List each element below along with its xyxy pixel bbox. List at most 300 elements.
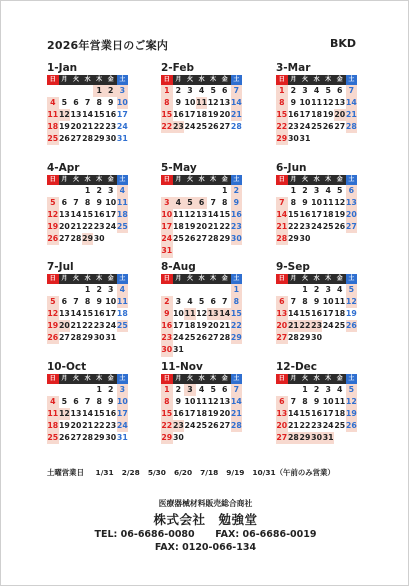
- day-cell: 19: [47, 221, 59, 233]
- day-cell: 3: [302, 86, 308, 95]
- day-cell: 12: [334, 198, 346, 208]
- day-cell: 28: [288, 432, 300, 444]
- day-cell: 24: [311, 222, 322, 232]
- weekday-header: 日: [161, 374, 173, 384]
- weekday-header: 水: [196, 274, 208, 284]
- day-cell: 27: [70, 433, 82, 443]
- saturday-dates: [87, 468, 335, 477]
- day-cell: 19: [58, 421, 70, 431]
- day-cell: 4: [173, 197, 185, 209]
- day-cell: 13: [58, 210, 70, 220]
- day-cell: 13: [346, 197, 358, 209]
- weekday-header: 水: [311, 75, 323, 85]
- day-cell: 17: [161, 221, 173, 233]
- day-cell: 7: [222, 297, 228, 307]
- weekday-header: 日: [47, 75, 59, 85]
- fax-number: 06-6686-0019: [242, 529, 317, 540]
- day-cell: 16: [93, 210, 105, 220]
- day-cell: 22: [276, 121, 288, 133]
- day-cell: 4: [117, 284, 129, 296]
- saturday-label: 土曜営業日: [47, 468, 84, 477]
- day-cell: 3: [108, 285, 114, 294]
- day-grid: [276, 274, 368, 344]
- month-4-apr: [47, 161, 139, 245]
- day-cell: 15: [299, 409, 311, 419]
- empty-cell: [219, 284, 231, 296]
- day-cell: 2: [302, 186, 308, 195]
- day-cell: 25: [117, 221, 129, 233]
- day-cell: 4: [313, 86, 320, 95]
- day-cell: 2: [96, 186, 102, 195]
- weekday-header: 金: [219, 175, 231, 185]
- company-tagline: 医療器械材料販売総合商社: [158, 499, 253, 508]
- empty-cell: [184, 284, 196, 296]
- day-cell: 22: [231, 320, 243, 332]
- empty-cell: [59, 284, 71, 296]
- day-cell: 23: [311, 320, 323, 332]
- empty-cell: [161, 284, 173, 296]
- day-cell: 4: [198, 86, 205, 95]
- day-cell: 7: [73, 198, 79, 208]
- weekday-header: 金: [105, 75, 117, 85]
- day-cell: 17: [105, 309, 117, 319]
- day-cell: 7: [84, 98, 91, 108]
- day-cell: 10: [105, 198, 117, 208]
- empty-cell: [59, 384, 71, 396]
- weekday-header: 火: [184, 374, 196, 384]
- empty-cell: [59, 85, 71, 97]
- day-cell: 2: [290, 86, 297, 95]
- day-cell: 18: [334, 309, 346, 319]
- tel-number: 06-6686-0080: [120, 529, 195, 540]
- empty-cell: [82, 384, 94, 396]
- day-cell: 7: [276, 197, 288, 209]
- day-cell: 24: [105, 321, 117, 331]
- day-cell: 26: [322, 122, 334, 132]
- day-cell: 6: [337, 86, 343, 95]
- day-cell: 29: [276, 133, 288, 145]
- day-grid: [161, 274, 253, 357]
- day-cell: 12: [184, 210, 196, 220]
- company-code: BKD: [330, 37, 357, 50]
- weekday-header: 月: [173, 374, 185, 384]
- day-grid: [47, 374, 139, 444]
- day-cell: 22: [93, 122, 105, 132]
- day-cell: 25: [334, 421, 346, 431]
- day-cell: 5: [198, 297, 205, 307]
- day-cell: 4: [117, 185, 129, 197]
- day-cell: 23: [105, 421, 117, 431]
- empty-cell: [47, 185, 59, 197]
- day-cell: 21: [219, 321, 231, 331]
- day-cell: 15: [276, 109, 288, 121]
- day-cell: 2: [231, 185, 243, 197]
- day-cell: 7: [84, 397, 91, 407]
- day-cell: 21: [70, 222, 82, 232]
- day-cell: 16: [231, 209, 243, 221]
- day-cell: 8: [302, 397, 308, 407]
- weekday-header: 木: [207, 75, 219, 85]
- day-cell: 16: [161, 320, 173, 332]
- day-cell: 2: [161, 296, 173, 308]
- empty-cell: [173, 284, 185, 296]
- saturday-business-days: [47, 467, 335, 478]
- day-cell: 8: [276, 97, 288, 109]
- day-cell: 25: [322, 222, 334, 232]
- day-cell: 6: [276, 396, 288, 408]
- weekday-header: 金: [334, 274, 346, 284]
- day-cell: 15: [299, 309, 311, 319]
- day-cell: 11: [196, 397, 207, 407]
- day-cell: 14: [70, 309, 82, 319]
- weekday-header: 月: [288, 75, 300, 85]
- day-cell: 14: [287, 309, 299, 319]
- day-cell: 15: [161, 109, 173, 121]
- weekday-header: 水: [82, 175, 94, 185]
- day-cell: 23: [173, 420, 185, 432]
- day-cell: 4: [47, 396, 59, 408]
- day-cell: 1: [276, 85, 288, 97]
- weekday-header: 月: [173, 75, 185, 85]
- empty-cell: [70, 185, 82, 197]
- day-cell: 13: [196, 210, 207, 220]
- day-cell: 1: [84, 186, 91, 195]
- day-cell: 18: [47, 121, 59, 133]
- day-cell: 15: [82, 210, 93, 220]
- day-cell: 12: [346, 296, 358, 308]
- weekday-header: 火: [299, 374, 311, 384]
- day-cell: 25: [334, 321, 346, 331]
- day-cell: 8: [161, 97, 173, 109]
- day-grid: [161, 175, 253, 258]
- day-cell: 1: [93, 85, 105, 97]
- day-cell: 29: [93, 134, 105, 144]
- weekday-header: 土: [117, 75, 129, 85]
- day-cell: 11: [334, 297, 346, 307]
- empty-cell: [47, 384, 59, 396]
- day-cell: 20: [59, 320, 71, 332]
- day-cell: 3: [187, 86, 193, 95]
- day-cell: 1: [290, 186, 297, 195]
- weekday-header: 水: [82, 75, 94, 85]
- day-cell: 26: [47, 332, 59, 344]
- day-cell: 15: [93, 110, 105, 120]
- weekday-header: 土: [346, 75, 358, 85]
- day-cell: 10: [184, 397, 196, 407]
- day-cell: 24: [184, 421, 196, 431]
- day-cell: 26: [207, 421, 219, 431]
- weekday-header: 金: [105, 274, 117, 284]
- day-cell: 9: [302, 198, 308, 208]
- day-cell: 28: [70, 333, 82, 343]
- day-cell: 16: [172, 110, 184, 120]
- day-cell: 26: [47, 233, 59, 245]
- day-cell: 15: [82, 309, 93, 319]
- weekday-header: 月: [173, 175, 185, 185]
- month-7-jul: [47, 260, 139, 344]
- month-name: 8-Aug: [161, 261, 196, 273]
- weekday-header: 月: [173, 274, 185, 284]
- day-cell: 8: [84, 198, 91, 208]
- day-cell: 14: [276, 209, 288, 221]
- day-cell: 14: [346, 97, 358, 109]
- day-cell: 13: [219, 98, 231, 108]
- day-cell: 8: [231, 296, 243, 308]
- day-cell: 25: [47, 432, 59, 444]
- day-cell: 31: [299, 134, 311, 144]
- day-cell: 22: [299, 320, 311, 332]
- day-cell: 3: [184, 384, 196, 396]
- day-cell: 26: [346, 320, 358, 332]
- weekday-header: 火: [70, 75, 82, 85]
- weekday-header: 月: [59, 274, 71, 284]
- month-name: 11-Nov: [161, 361, 203, 373]
- day-cell: 20: [276, 320, 288, 332]
- day-cell: 23: [93, 222, 105, 232]
- day-cell: 25: [196, 122, 207, 132]
- day-cell: 30: [93, 333, 105, 343]
- day-cell: 12: [207, 397, 219, 407]
- weekday-header: 火: [184, 175, 196, 185]
- day-cell: 27: [58, 333, 70, 343]
- day-cell: 11: [184, 308, 196, 320]
- day-cell: 22: [299, 421, 311, 431]
- day-cell: 6: [73, 98, 79, 108]
- day-cell: 18: [117, 209, 129, 221]
- day-cell: 10: [322, 397, 334, 407]
- day-cell: 12: [207, 98, 219, 108]
- day-cell: 26: [58, 134, 70, 144]
- day-cell: 5: [325, 86, 331, 95]
- day-cell: 11: [334, 397, 346, 407]
- day-cell: 6: [61, 198, 68, 208]
- day-cell: 26: [58, 433, 70, 443]
- day-cell: 17: [184, 409, 196, 419]
- day-cell: 23: [231, 221, 243, 233]
- day-cell: 15: [287, 210, 299, 220]
- empty-cell: [196, 185, 208, 197]
- day-cell: 28: [70, 234, 82, 244]
- weekday-header: 木: [93, 274, 105, 284]
- day-cell: 22: [82, 321, 93, 331]
- day-grid: [276, 175, 368, 245]
- day-cell: 8: [96, 397, 102, 407]
- day-cell: 14: [82, 409, 93, 419]
- day-cell: 3: [117, 85, 129, 97]
- day-cell: 1: [222, 186, 228, 195]
- month-3-mar: [276, 61, 368, 145]
- month-12-dec: [276, 360, 368, 444]
- day-cell: 1: [161, 384, 173, 396]
- day-cell: 29: [231, 332, 243, 344]
- day-cell: 13: [276, 408, 288, 420]
- day-cell: 5: [184, 197, 196, 209]
- month-10-oct: [47, 360, 139, 444]
- day-cell: 29: [299, 432, 311, 444]
- day-cell: 17: [184, 110, 196, 120]
- day-cell: 15: [219, 210, 231, 220]
- weekday-header: 水: [196, 75, 208, 85]
- company-name: 株式会社 勉強堂: [153, 512, 258, 527]
- day-cell: 13: [58, 309, 70, 319]
- empty-cell: [82, 85, 94, 97]
- day-cell: 25: [184, 333, 196, 343]
- day-cell: 6: [61, 297, 68, 307]
- day-cell: 2: [105, 85, 117, 97]
- empty-cell: [276, 284, 288, 296]
- day-cell: 14: [231, 396, 243, 408]
- day-cell: 5: [61, 397, 68, 407]
- day-cell: 4: [337, 385, 343, 394]
- month-11-nov: [161, 360, 253, 444]
- day-cell: 23: [105, 122, 117, 132]
- month-9-sep: [276, 260, 368, 344]
- weekday-header: 日: [47, 175, 59, 185]
- weekday-header: 木: [207, 175, 219, 185]
- month-name: 10-Oct: [47, 361, 87, 373]
- day-cell: 6: [222, 385, 228, 394]
- empty-cell: [47, 85, 59, 97]
- month-8-aug: [161, 260, 253, 357]
- weekday-header: 火: [299, 274, 311, 284]
- day-cell: 11: [47, 109, 59, 121]
- day-cell: 13: [276, 308, 288, 320]
- weekday-header: 木: [207, 274, 219, 284]
- day-cell: 2: [108, 385, 114, 394]
- weekday-header: 水: [311, 374, 323, 384]
- weekday-header: 木: [93, 75, 105, 85]
- day-cell: 24: [161, 233, 173, 245]
- day-cell: 7: [210, 198, 216, 208]
- day-cell: 22: [82, 222, 93, 232]
- day-cell: 21: [276, 221, 288, 233]
- day-cell: 14: [287, 409, 299, 419]
- day-cell: 20: [219, 409, 231, 419]
- day-cell: 11: [311, 98, 322, 108]
- day-cell: 10: [172, 309, 184, 319]
- weekday-header: 土: [231, 274, 243, 284]
- day-cell: 19: [346, 408, 358, 420]
- weekday-header: 日: [276, 175, 288, 185]
- day-cell: 5: [337, 186, 343, 195]
- day-cell: 5: [210, 385, 216, 394]
- day-cell: 20: [219, 110, 231, 120]
- day-cell: 19: [196, 321, 207, 331]
- saturday-date: 7/18: [200, 468, 219, 477]
- day-cell: 6: [210, 297, 216, 307]
- day-cell: 8: [96, 98, 102, 108]
- day-cell: 30: [311, 333, 322, 343]
- page-title: 2026年営業日のご案内: [47, 39, 169, 52]
- day-cell: 10: [322, 297, 334, 307]
- day-cell: 4: [47, 97, 59, 109]
- day-cell: 24: [116, 122, 128, 132]
- day-cell: 9: [313, 297, 320, 307]
- day-cell: 25: [117, 320, 129, 332]
- day-cell: 28: [276, 233, 288, 245]
- day-cell: 2: [313, 285, 320, 294]
- empty-cell: [70, 384, 82, 396]
- day-cell: 4: [187, 297, 193, 307]
- day-cell: 21: [82, 421, 93, 431]
- day-cell: 28: [82, 433, 93, 443]
- day-cell: 9: [290, 98, 297, 108]
- day-cell: 20: [70, 122, 82, 132]
- day-cell: 27: [276, 332, 288, 344]
- day-cell: 14: [70, 210, 82, 220]
- month-name: 2-Feb: [161, 62, 195, 74]
- weekday-header: 日: [47, 274, 59, 284]
- day-cell: 24: [184, 122, 196, 132]
- day-cell: 8: [222, 198, 228, 208]
- weekday-header: 水: [82, 374, 94, 384]
- day-cell: 12: [47, 209, 59, 221]
- saturday-date: 10/31（午前のみ営業）: [252, 468, 335, 477]
- day-cell: 25: [311, 122, 322, 132]
- saturday-date: 2/28: [121, 468, 140, 477]
- weekday-header: 金: [105, 374, 117, 384]
- weekday-header: 火: [70, 274, 82, 284]
- empty-cell: [288, 284, 300, 296]
- day-cell: 11: [117, 197, 129, 209]
- day-cell: 3: [108, 186, 114, 195]
- day-cell: 18: [196, 110, 207, 120]
- weekday-header: 日: [276, 374, 288, 384]
- day-cell: 10: [117, 396, 129, 408]
- day-cell: 3: [313, 186, 320, 195]
- day-cell: 1: [302, 385, 308, 394]
- weekday-header: 土: [117, 175, 129, 185]
- day-cell: 11: [322, 198, 334, 208]
- day-cell: 13: [70, 409, 82, 419]
- day-cell: 25: [172, 234, 184, 244]
- day-cell: 12: [322, 98, 334, 108]
- day-cell: 24: [105, 222, 117, 232]
- day-cell: 17: [105, 210, 117, 220]
- day-cell: 6: [346, 185, 358, 197]
- month-name: 5-May: [161, 162, 197, 174]
- day-cell: 21: [287, 421, 299, 431]
- day-cell: 10: [105, 297, 117, 307]
- weekday-header: 金: [334, 75, 346, 85]
- day-cell: 31: [105, 333, 117, 343]
- day-cell: 27: [276, 432, 288, 444]
- weekday-header: 月: [288, 175, 300, 185]
- day-cell: 18: [311, 110, 322, 120]
- month-name: 9-Sep: [276, 261, 310, 273]
- day-cell: 30: [299, 234, 311, 244]
- day-cell: 17: [299, 110, 311, 120]
- day-cell: 23: [311, 421, 322, 431]
- day-cell: 12: [196, 309, 207, 319]
- day-cell: 29: [287, 234, 299, 244]
- day-cell: 12: [59, 408, 71, 420]
- month-name: 3-Mar: [276, 62, 311, 74]
- weekday-header: 土: [346, 175, 358, 185]
- day-cell: 3: [175, 297, 182, 307]
- day-grid: [161, 75, 253, 133]
- day-cell: 30: [161, 344, 173, 356]
- day-cell: 2: [313, 385, 320, 394]
- day-cell: 9: [108, 397, 114, 407]
- weekday-header: 金: [334, 374, 346, 384]
- day-cell: 16: [93, 309, 105, 319]
- day-cell: 8: [302, 297, 308, 307]
- day-cell: 4: [198, 385, 205, 394]
- day-cell: 16: [287, 110, 299, 120]
- day-cell: 9: [313, 397, 320, 407]
- weekday-header: 日: [276, 274, 288, 284]
